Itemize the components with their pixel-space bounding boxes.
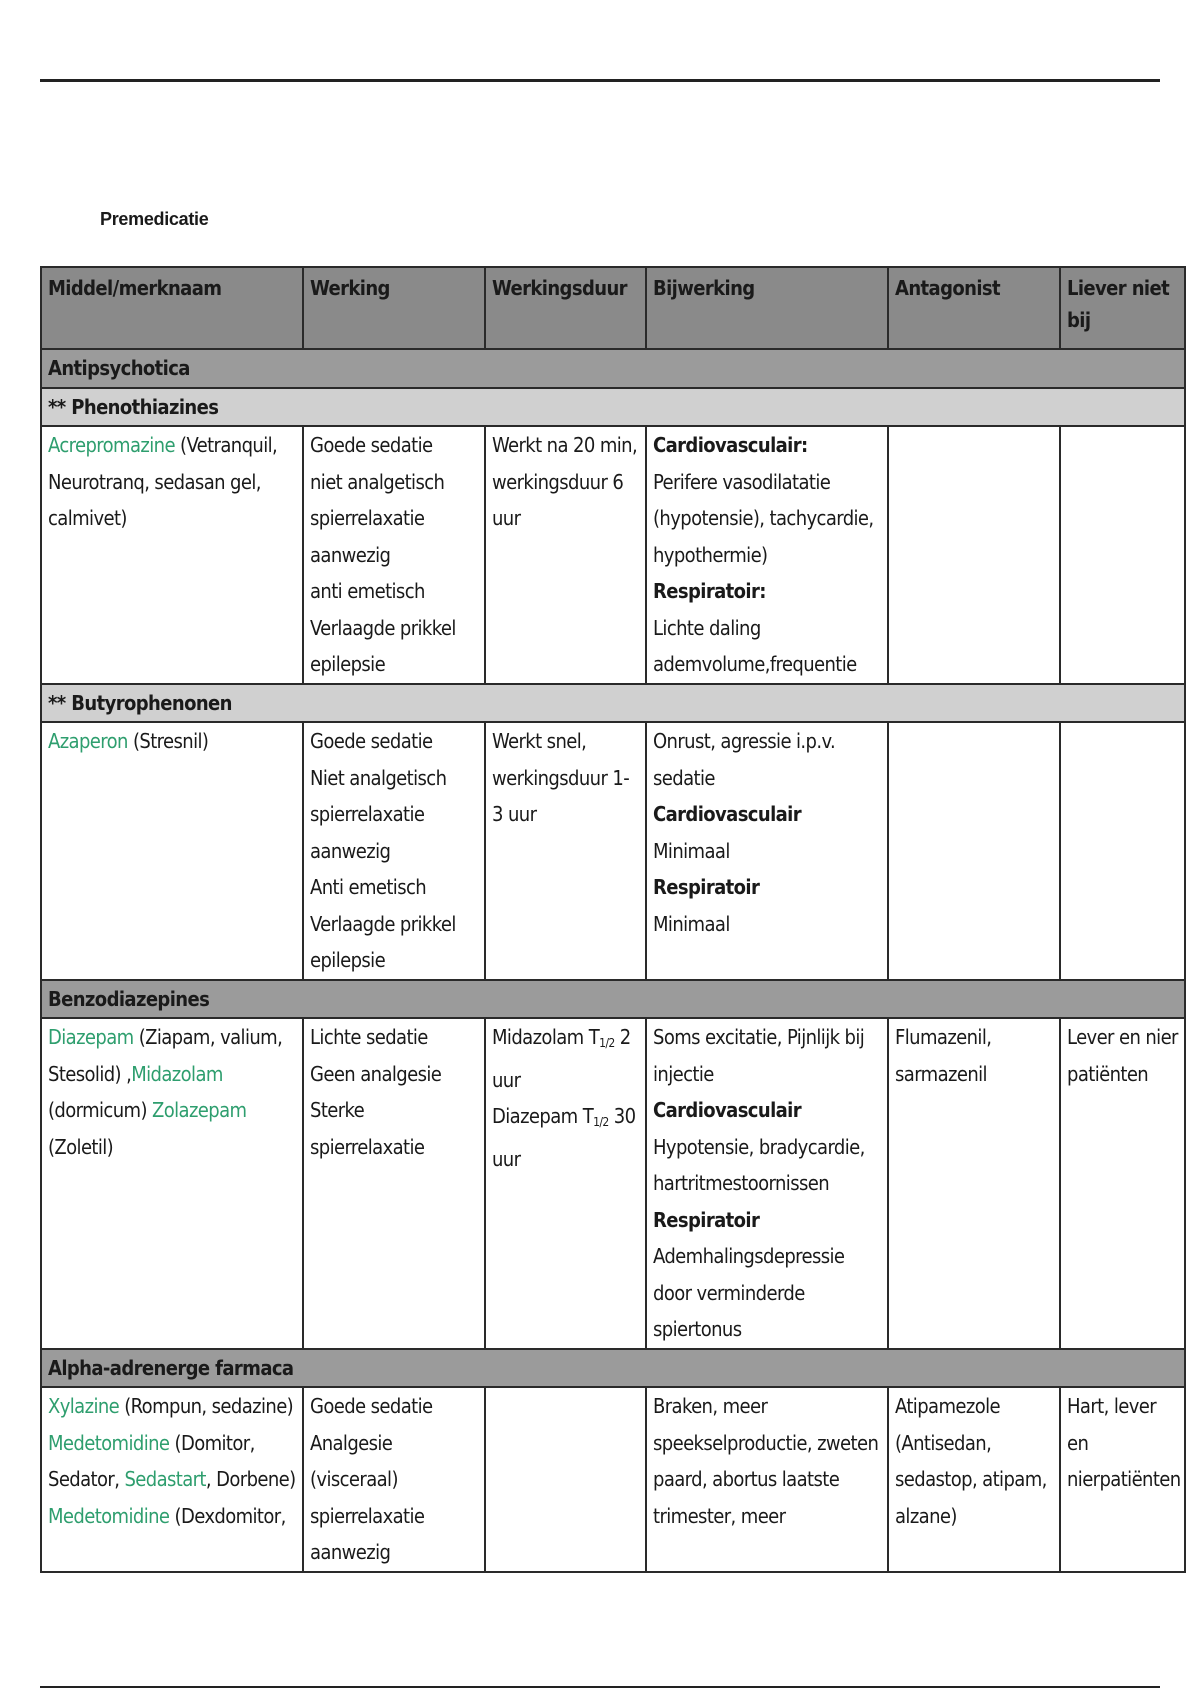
action-line: Geen analgesie <box>310 1061 442 1086</box>
table-row <box>41 1018 1185 1349</box>
brand-names: (Dexdomitor, <box>169 1503 286 1528</box>
drug-name: Azaperon <box>48 729 128 753</box>
action-line: spierrelaxatie aanwezig <box>310 802 425 863</box>
cardio-text: Perifere vasodilatatie (hypotensie), tachycardie, hypothermie) <box>653 469 874 567</box>
cell-antagonist <box>888 722 1060 980</box>
brand-names: (Domitor, Sedator, <box>48 1430 255 1491</box>
cell-action <box>303 1387 485 1572</box>
cell-avoid <box>1060 722 1185 980</box>
side-effects-intro: Soms excitatie, Pijnlijk bij injectie <box>653 1025 865 1086</box>
duration-prefix: Midazolam T <box>492 1025 600 1049</box>
action-line: Analgesie (visceraal) <box>310 1430 398 1491</box>
duration-prefix: Diazepam T <box>492 1104 594 1128</box>
brand-names: (Rompun, sedazine) <box>119 1394 294 1418</box>
cell-drug <box>41 426 303 684</box>
cell-drug <box>41 722 303 980</box>
header-drug: Middel/merknaam <box>41 267 303 349</box>
table-row <box>41 1387 1185 1572</box>
cell-duration: Werkt snel, werkingsduur 1-3 uur <box>485 722 646 980</box>
drug-name: Zolazepam <box>152 1098 247 1122</box>
drug-name: Medetomidine <box>48 1430 170 1455</box>
duration-midazolam <box>492 1019 639 1098</box>
action-line: spierrelaxatie aanwezig <box>310 1503 425 1564</box>
action-line: anti emetisch <box>310 579 425 603</box>
cell-drug <box>41 1387 303 1572</box>
action-line: Goede sedatie <box>310 433 433 457</box>
drug-name: Medetomidine <box>48 1503 170 1528</box>
action-line: Verlaagde prikkel epilepsie <box>310 615 456 676</box>
cell-avoid <box>1060 426 1185 684</box>
brand-names: , Dorbene) <box>205 1467 296 1491</box>
subcategory-row <box>41 388 1185 427</box>
action-line: Verlaagde prikkel epilepsie <box>310 911 456 972</box>
header-avoid: Liever niet bij <box>1060 267 1185 349</box>
cell-action <box>303 426 485 684</box>
drug-name: Diazepam <box>48 1025 134 1049</box>
brand-names: (Zoletil) <box>48 1134 114 1159</box>
cardio-label: Cardiovasculair <box>653 1098 802 1122</box>
resp-label: Respiratoir <box>653 1207 760 1232</box>
header-row <box>41 267 1185 349</box>
cardio-label: Cardiovasculair: <box>653 433 808 457</box>
half-life-subscript: 1/2 <box>593 1115 609 1129</box>
duration-suffix: 2 uur <box>492 1025 631 1092</box>
top-rule <box>40 79 1160 82</box>
action-line: Goede sedatie <box>310 729 433 753</box>
action-line: Anti emetisch <box>310 875 427 899</box>
table-row <box>41 722 1185 980</box>
resp-text: Minimaal <box>653 911 730 936</box>
bottom-rule <box>40 1686 1160 1688</box>
subcategory-butyrophenonen: ** Butyrophenonen <box>41 684 1185 723</box>
cell-drug <box>41 1018 303 1349</box>
resp-text: Lichte daling ademvolume,frequentie <box>653 615 857 676</box>
cell-side-effects <box>646 722 888 980</box>
header-side-effects: Bijwerking <box>646 267 888 349</box>
cardio-text: Hypotensie, bradycardie, hartritmestoornissen <box>653 1134 865 1195</box>
table-row <box>41 426 1185 684</box>
cell-side-effects <box>646 1018 888 1349</box>
cell-avoid: Lever en nier patiënten <box>1060 1018 1185 1349</box>
drug-name: Midazolam <box>131 1061 223 1086</box>
header-antagonist: Antagonist <box>888 267 1060 349</box>
action-line: Lichte sedatie <box>310 1025 428 1049</box>
drug-name: Xylazine <box>48 1394 120 1418</box>
category-antipsychotica: Antipsychotica <box>41 349 1185 388</box>
document-title: Premedicatie <box>100 209 209 229</box>
drug-name: Acrepromazine <box>48 433 175 457</box>
action-line: Goede sedatie <box>310 1394 433 1418</box>
brand-names: (Stresnil) <box>127 729 209 753</box>
duration-diazepam <box>492 1098 639 1177</box>
cell-antagonist: Flumazenil, sarmazenil <box>888 1018 1060 1349</box>
brand-names: (dormicum) <box>48 1098 152 1122</box>
subcategory-row <box>41 684 1185 723</box>
header-duration: Werkingsduur <box>485 267 646 349</box>
category-row <box>41 349 1185 388</box>
side-effects-intro: Onrust, agressie i.p.v. sedatie <box>653 729 836 790</box>
action-line: Sterke spierrelaxatie <box>310 1098 425 1159</box>
action-line: Niet analgetisch <box>310 765 447 790</box>
cell-antagonist: Atipamezole (Antisedan, sedastop, atipam, alzane) <box>888 1387 1060 1572</box>
category-row <box>41 1349 1185 1388</box>
action-line: spierrelaxatie aanwezig <box>310 506 425 567</box>
cell-action <box>303 722 485 980</box>
cell-side-effects <box>646 426 888 684</box>
cell-avoid: Hart, lever en nierpatiënten <box>1060 1387 1185 1572</box>
resp-label: Respiratoir <box>653 875 760 899</box>
premedication-table <box>40 266 1186 1573</box>
drug-name: Sedastart <box>124 1467 206 1491</box>
header-action: Werking <box>303 267 485 349</box>
action-line: niet analgetisch <box>310 469 445 494</box>
cell-duration <box>485 1018 646 1349</box>
subcategory-phenothiazines: ** Phenothiazines <box>41 388 1185 427</box>
cell-side-effects: Braken, meer speekselproductie, zweten paard, abortus laatste trimester, meer <box>646 1387 888 1572</box>
cardio-text: Minimaal <box>653 838 730 863</box>
category-benzodiazepines: Benzodiazepines <box>41 980 1185 1019</box>
category-row <box>41 980 1185 1019</box>
cell-duration <box>485 1387 646 1572</box>
half-life-subscript: 1/2 <box>599 1036 615 1050</box>
duration-suffix: 30 uur <box>492 1104 636 1171</box>
resp-text: Ademhalingsdepressie door verminderde spiertonus <box>653 1244 845 1341</box>
resp-label: Respiratoir: <box>653 579 766 603</box>
cardio-label: Cardiovasculair <box>653 802 802 826</box>
category-alpha-adrenergic: Alpha-adrenerge farmaca <box>41 1349 1185 1388</box>
cell-duration: Werkt na 20 min, werkingsduur 6 uur <box>485 426 646 684</box>
brand-names: (Vetranquil, Neurotranq, sedasan gel, calmivet) <box>48 433 278 530</box>
brand-names: (Ziapam, valium, Stesolid) , <box>48 1025 283 1086</box>
cell-antagonist <box>888 426 1060 684</box>
cell-action <box>303 1018 485 1349</box>
